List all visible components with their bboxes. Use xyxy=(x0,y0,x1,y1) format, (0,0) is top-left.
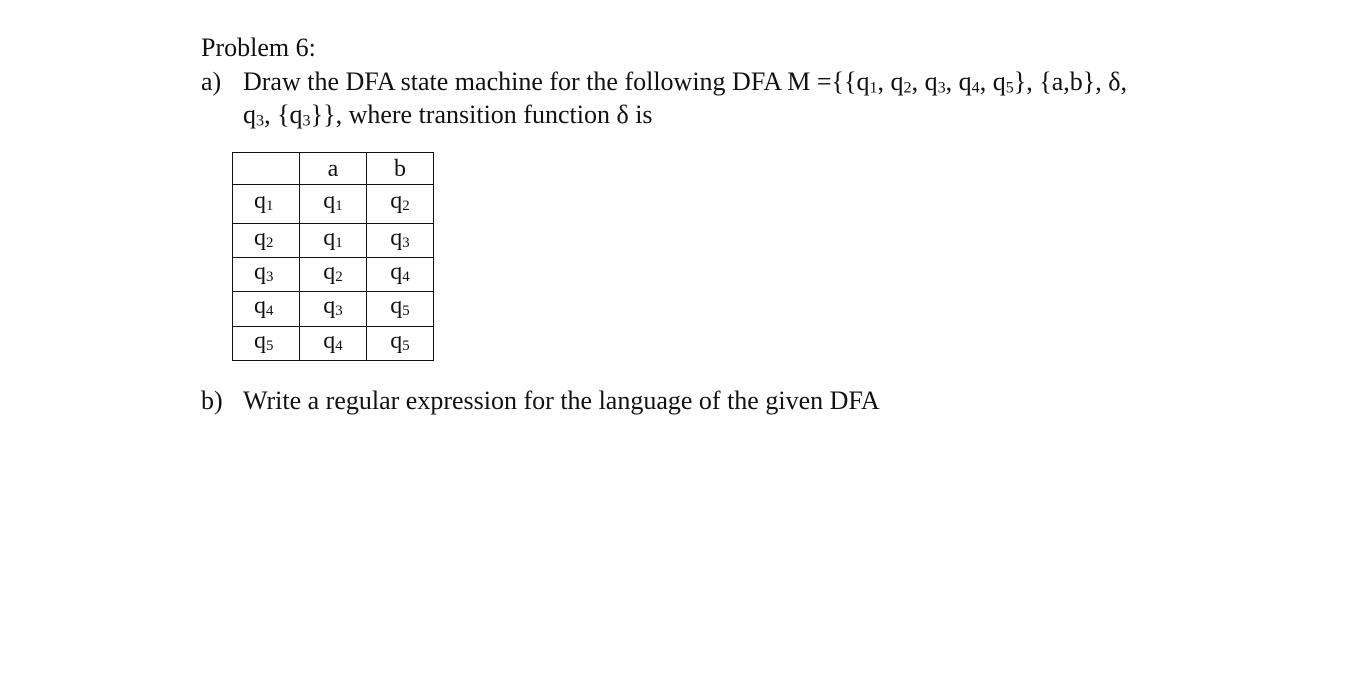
cell-b: $q_2$ xyxy=(367,185,434,224)
row-state: $q_4$ xyxy=(233,292,300,326)
cell-b: $q_4$ xyxy=(367,258,434,292)
state-q2: $q_2$ xyxy=(890,67,912,97)
table-header-row xyxy=(233,153,434,185)
part-a-marker: a) xyxy=(201,67,222,96)
cell-b: $q_5$ xyxy=(367,292,434,326)
row-state: $q_1$ xyxy=(233,185,300,224)
cell-a: $q_4$ xyxy=(300,326,367,360)
table-row xyxy=(233,326,434,360)
transition-intro: }}, where transition function δ is xyxy=(310,100,653,129)
part-b-marker: b) xyxy=(201,386,223,415)
cell-a: $q_1$ xyxy=(300,224,367,258)
header-empty-cell xyxy=(233,153,300,185)
cell-a: $q_1$ xyxy=(300,185,367,224)
cell-a: $q_2$ xyxy=(300,258,367,292)
table-row xyxy=(233,185,434,224)
header-a: a xyxy=(300,153,367,185)
header-b: b xyxy=(367,153,434,185)
accept-state: $q_3$ xyxy=(289,100,311,130)
problem-title: Problem 6: xyxy=(201,33,316,62)
table-row xyxy=(233,224,434,258)
part-a-line1: Draw the DFA state machine for the following DFA $M =\{\{q_1$, $q_2$, $q_3$, $q_4$, $q_5$}, {a,b}, δ, xyxy=(243,67,1127,97)
state-q1: $q_1$ xyxy=(856,67,878,97)
cell-b: $q_5$ xyxy=(367,326,434,360)
row-state: $q_5$ xyxy=(233,326,300,360)
table-row xyxy=(233,292,434,326)
dfa-prefix: Draw the DFA state machine for the following DFA M ={{ xyxy=(243,67,857,96)
state-q4: $q_4$ xyxy=(958,67,980,97)
transition-table xyxy=(232,152,434,361)
part-b-text: Write a regular expression for the language of the given DFA xyxy=(243,386,880,415)
table-row xyxy=(233,258,434,292)
part-a-line2: $q_3$, $\{q_3\}$}, where transition function δ is xyxy=(243,100,653,130)
dfa-alphabet: }, {a,b}, δ, xyxy=(1013,67,1127,96)
start-state: $q_3$ xyxy=(243,100,265,130)
row-state: $q_2$ xyxy=(233,224,300,258)
cell-b: $q_3$ xyxy=(367,224,434,258)
state-q3: $q_3$ xyxy=(924,67,946,97)
cell-a: $q_3$ xyxy=(300,292,367,326)
row-state: $q_3$ xyxy=(233,258,300,292)
state-q5: $q_5$ xyxy=(992,67,1014,97)
